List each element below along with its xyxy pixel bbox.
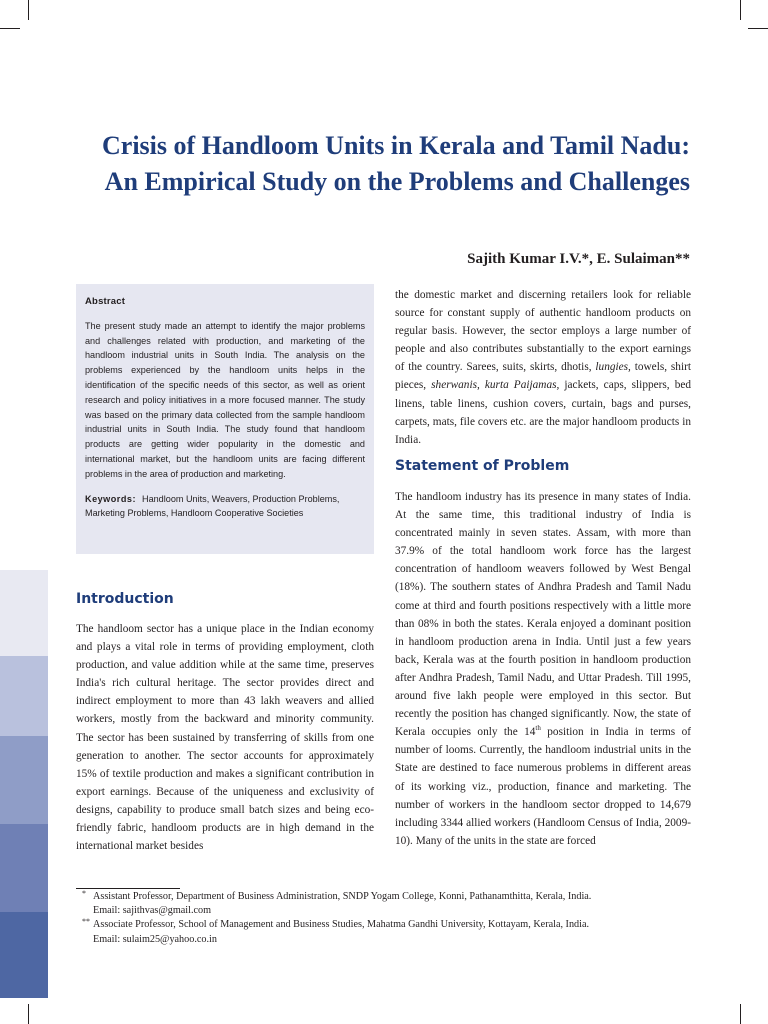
footnote-mark: **	[82, 917, 90, 927]
paper-title: Crisis of Handloom Units in Kerala and Tamil Nadu: An Empirical Study on the Problems and Challenges	[102, 131, 690, 196]
crop-mark	[28, 0, 29, 20]
abstract-body: The present study made an attempt to identify the major problems and challenges related with production, and marketing of the handloom industrial units in South India. The analysis on the problems experienced by the handloom units helps in the identification of the specific needs of this sector, as well as orient research and policy initiatives in a more focused manner. The study was based on the primary data collected from the sample handloom industrial units in South India. The study found that handloom products are getting wider popularity in the domestic and international market, but the handloom units are facing different problems in the area of production and marketing.	[85, 320, 365, 479]
keywords-label: Keywords:	[85, 493, 136, 504]
footnote-affiliation	[76, 890, 696, 904]
abstract-heading: Abstract	[85, 296, 126, 307]
statement-body	[395, 488, 691, 850]
sidebar-block	[0, 912, 48, 998]
sidebar-block	[0, 736, 48, 824]
statement-heading: Statement of Problem	[395, 458, 570, 474]
crop-mark	[28, 1004, 29, 1024]
keywords	[85, 492, 365, 522]
sidebar-block	[0, 824, 48, 912]
paragraph-text: the domestic market and discerning retailers look for reliable source for constant supply of authentic handloom products on regular basis. However, the sector employs a large number of people and also contributes substantially to the export earnings of the country. Sarees, suits, skirts, dhotis,	[395, 289, 691, 374]
author-line: Sajith Kumar I.V.*, E. Sulaiman**	[467, 251, 690, 267]
affiliation-text: Assistant Professor, Department of Business Administration, SNDP Yogam College, Konni, Pathanamthitta, Kerala, India.	[93, 891, 592, 902]
paragraph-text: position in India in terms of number of looms. Currently, the handloom industrial units in the State are destined to face numerous problems in different areas of its working viz., production, finance and marketing. The number of workers in the handloom sector dropped to 14,679 including 3344 allied workers (Handloom Census of India, 2009-10). Many of the units in the state are forced	[395, 726, 691, 847]
crop-mark	[740, 1004, 741, 1024]
paragraph-text: The handloom industry has its presence in many states of India. At the same time, this traditional industry of India is concentrated mainly in seven states. Assam, with more than 37.9% of the total handloom work force has the largest concentration of handloom weavers followed by West Bengal (18%). The southern states of Andhra Pradesh and Tamil Nadu come at third and fourth positions respectively with a little more than 08% in both the states. Kerala enjoyed a dominant position in handloom production arena in India. Until just a few years back, Kerala was at the fourth position in handloom production after Andhra Pradesh, Tamil Nadu, and Uttar Pradesh. Till 1995, around five lakh people were employed in this sector. But recently the position has changed significantly. Now, the state of Kerala occupies only the 14	[395, 491, 691, 739]
italic-term: sherwanis, kurta Paijamas,	[431, 379, 560, 392]
introduction-body: The handloom sector has a unique place in the Indian economy and plays a vital role in terms of providing employment, cloth production, and value addition while at the same time, preserves India's rich cultural heritage. The sector provides direct and indirect employment to more than 43 lakh weavers and allied workers, mostly from the backward and minority community. The sector has been sustained by transferring of skills from one generation to another. The sector accounts for approximately 15% of textile production and makes a significant contribution in export earnings. Because of the uniqueness and exclusivity of designs, capability to produce small batch sizes and being eco-friendly fabric, handloom products are in high demand in the international market besides	[76, 623, 374, 853]
paragraph-text: towels, shirt pieces,	[395, 361, 691, 392]
introduction-heading: Introduction	[76, 591, 174, 607]
affiliation-text: Associate Professor, School of Management and Business Studies, Mahatma Gandhi University, Kottayam, Kerala, India.	[93, 919, 590, 931]
crop-mark	[0, 28, 20, 29]
footnotes	[76, 890, 696, 947]
crop-mark	[740, 0, 741, 20]
footnote-rule	[76, 888, 180, 889]
italic-term: lungies,	[595, 361, 631, 374]
footnote-email: Email: sulaim25@yahoo.co.in	[93, 933, 217, 945]
paragraph-text: jackets, caps, slippers, bed linens, table linens, cushion covers, curtain, bags and purses, carpets, mats, file covers etc. are the major handloom products in India.	[395, 379, 692, 446]
footnote-mark: *	[82, 889, 86, 898]
superscript: th	[535, 724, 541, 733]
footnote-email: Email: sajithvas@gmail.com	[93, 905, 212, 917]
keywords-list: Handloom Units, Weavers, Production Problems, Marketing Problems, Handloom Cooperative Societies	[85, 493, 340, 519]
sidebar-block	[0, 656, 48, 736]
sidebar-block	[0, 570, 48, 656]
crop-mark	[748, 28, 768, 29]
products-paragraph	[395, 286, 691, 449]
footnote-affiliation	[76, 918, 696, 932]
abstract-box	[76, 284, 374, 554]
